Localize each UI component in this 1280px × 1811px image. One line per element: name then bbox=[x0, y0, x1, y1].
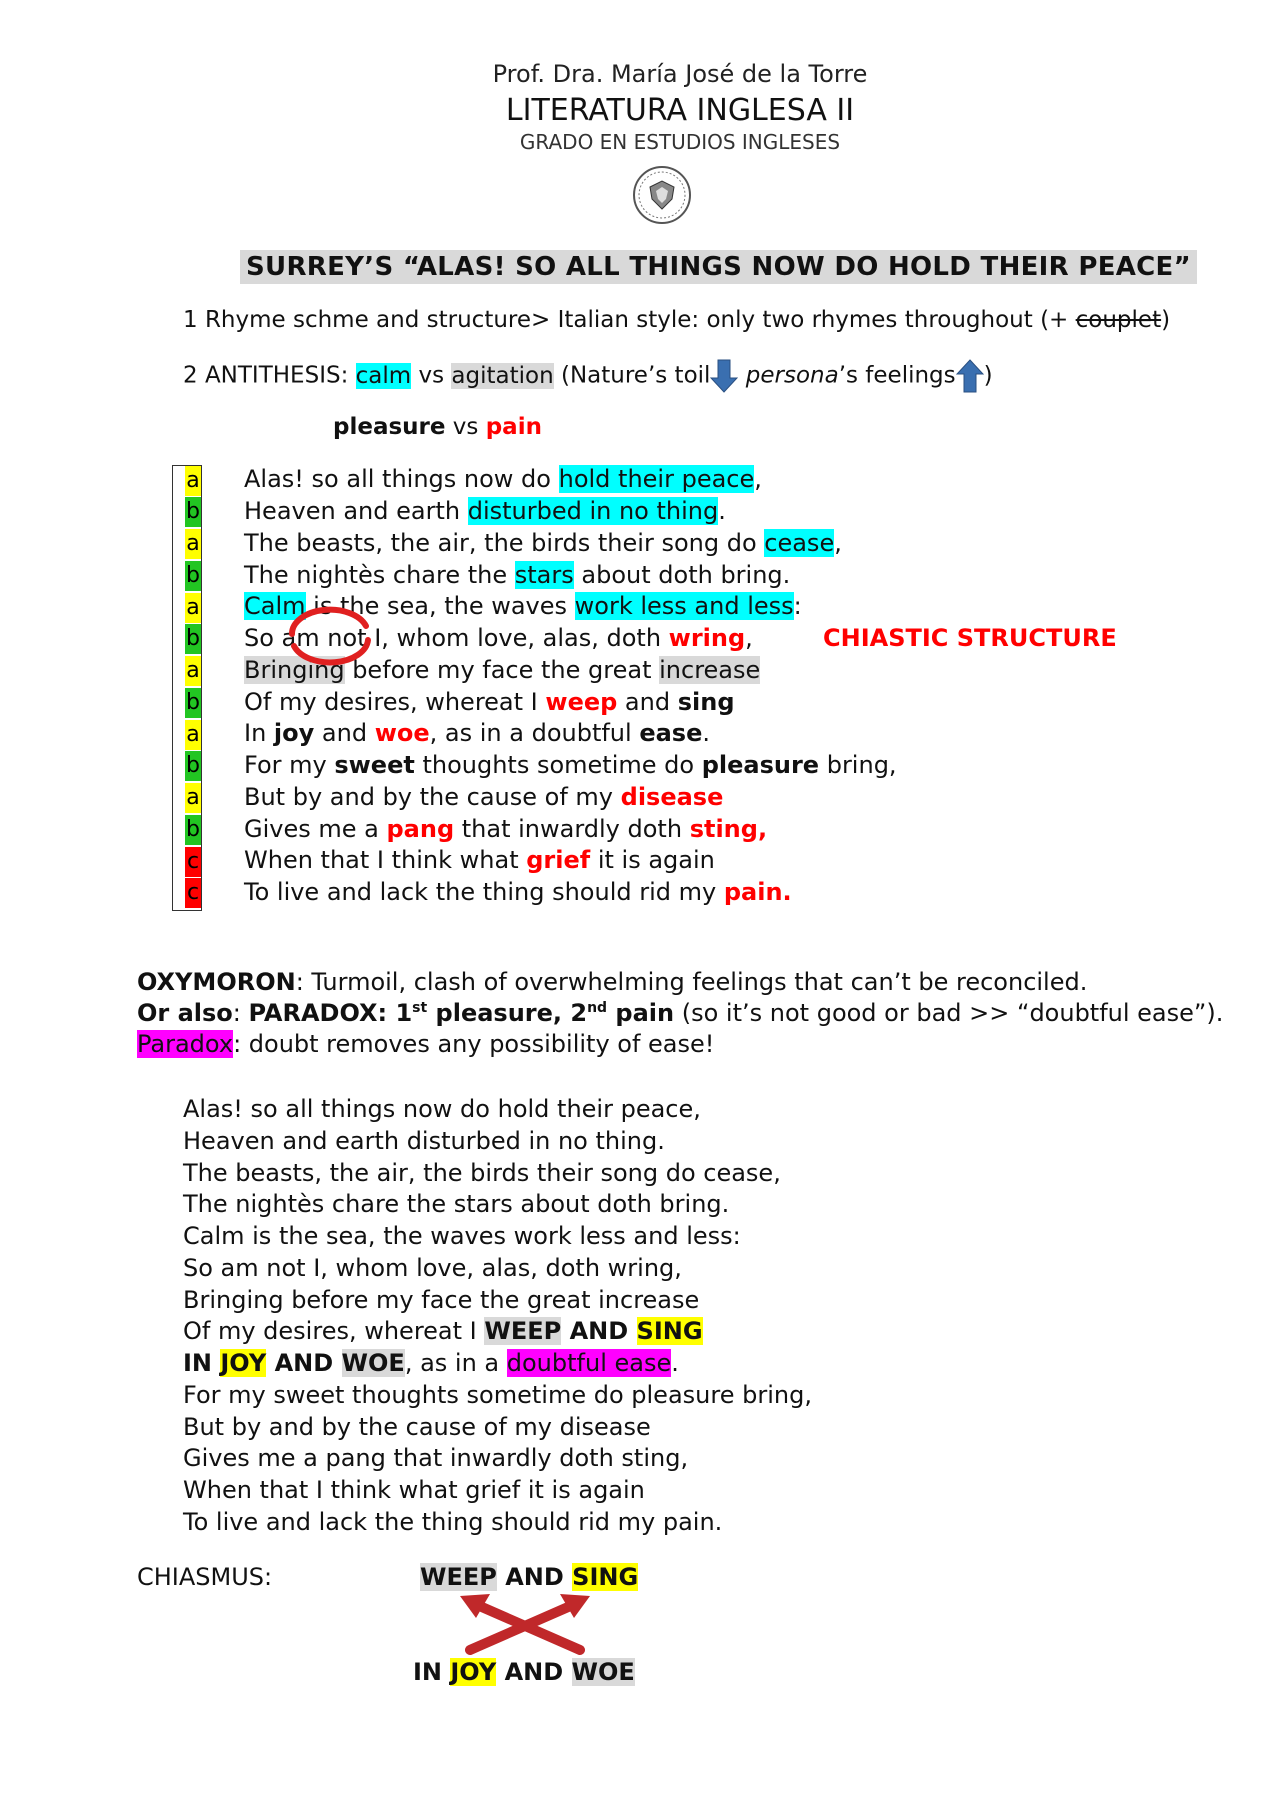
and-word: AND bbox=[561, 1317, 637, 1345]
bold-word: joy bbox=[273, 719, 315, 747]
highlight-agitation: increase bbox=[659, 656, 761, 684]
text-run: is the sea, the waves bbox=[305, 592, 575, 620]
plain-poem-line-4: The nightès chare the stars about doth bring. bbox=[183, 1190, 730, 1218]
point1-struck: couplet bbox=[1075, 307, 1162, 333]
rhyme-letter: c bbox=[185, 847, 201, 877]
chiastic-circle-arrow-icon bbox=[282, 604, 378, 668]
joy-word: JOY bbox=[220, 1349, 267, 1377]
rhyme-letter: a bbox=[185, 593, 201, 623]
rhyme-letter: b bbox=[185, 815, 201, 845]
note-paradox-doubt bbox=[137, 1030, 714, 1058]
antithesis-label: 2 ANTITHESIS: bbox=[183, 362, 356, 389]
bold-word: pleasure, 2 bbox=[427, 999, 588, 1027]
poem-line-14 bbox=[244, 878, 792, 906]
calm-word: calm bbox=[355, 362, 412, 389]
rhyme-letter: a bbox=[185, 466, 201, 496]
chiasmus-top bbox=[420, 1563, 638, 1591]
doubtful-ease-highlight: doubtful ease bbox=[506, 1349, 672, 1377]
red-word: grief bbox=[526, 846, 591, 874]
in-word: IN bbox=[413, 1658, 451, 1686]
nature-text: (Nature’s toil bbox=[553, 362, 711, 389]
red-word: pain. bbox=[723, 878, 792, 906]
superscript: nd bbox=[587, 1000, 608, 1016]
poem-line-11 bbox=[244, 783, 723, 811]
poem-line-13 bbox=[244, 846, 715, 874]
red-word: disease bbox=[620, 783, 724, 811]
text-run: : Turmoil, clash of overwhelming feelings that can’t be reconciled. bbox=[295, 968, 1088, 996]
text-run: , bbox=[834, 529, 842, 557]
text-run: For my bbox=[244, 751, 335, 779]
red-word: weep bbox=[545, 688, 618, 716]
text-run: Alas! so all things now do bbox=[244, 465, 559, 493]
text-run: . bbox=[718, 497, 726, 525]
chiasmus-bottom bbox=[413, 1658, 635, 1686]
pleasure-vs-pain bbox=[333, 414, 542, 440]
degree-name: GRADO EN ESTUDIOS INGLESES bbox=[519, 130, 841, 154]
crossed-arrows-icon bbox=[440, 1590, 610, 1660]
highlight-agitation: Bringing bbox=[244, 656, 345, 684]
antithesis-close: ) bbox=[983, 362, 993, 389]
university-seal-icon bbox=[632, 165, 692, 225]
plain-poem-line-7: Bringing before my face the great increase bbox=[183, 1286, 700, 1314]
arrow-up-icon bbox=[956, 358, 984, 394]
plain-poem-line-2: Heaven and earth disturbed in no thing. bbox=[183, 1127, 665, 1155]
rhyme-letter: a bbox=[185, 720, 201, 750]
rhyme-letter: b bbox=[185, 624, 201, 654]
superscript: st bbox=[412, 1000, 428, 1016]
vs-word: vs bbox=[411, 362, 452, 389]
plain-poem-line-11: But by and by the cause of my disease bbox=[183, 1413, 651, 1441]
point-rhyme-scheme bbox=[183, 307, 1170, 333]
text-run: : bbox=[793, 592, 802, 620]
joy-word: JOY bbox=[450, 1658, 497, 1686]
note-paradox bbox=[137, 999, 1223, 1027]
and-word: AND bbox=[266, 1349, 342, 1377]
text-run: bring, bbox=[819, 751, 897, 779]
plain-poem-line-5: Calm is the sea, the waves work less and less: bbox=[183, 1222, 741, 1250]
rhyme-letter: a bbox=[185, 783, 201, 813]
sing-word: SING bbox=[636, 1317, 703, 1345]
agitation-word: agitation bbox=[451, 362, 554, 389]
woe-word: WOE bbox=[341, 1349, 405, 1377]
poem-line-12 bbox=[244, 815, 767, 843]
note-oxymoron bbox=[137, 968, 1087, 996]
plain-poem-line-9 bbox=[183, 1349, 679, 1377]
highlight-calm: hold their peace bbox=[558, 465, 755, 493]
rhyme-letter: a bbox=[185, 529, 201, 559]
highlight-calm: disturbed in no thing bbox=[467, 497, 719, 525]
sing-word: SING bbox=[572, 1563, 639, 1591]
text-run: , as in a doubtful bbox=[429, 719, 640, 747]
rhyme-letter: a bbox=[185, 656, 201, 686]
plain-poem-line-8 bbox=[183, 1317, 703, 1345]
text-run: , as in a bbox=[404, 1349, 507, 1377]
text-run: Heaven and earth bbox=[244, 497, 468, 525]
text-run: Gives me a bbox=[244, 815, 387, 843]
bold-word: PARADOX: 1 bbox=[248, 999, 413, 1027]
bold-word: sweet bbox=[334, 751, 415, 779]
poem-line-3 bbox=[244, 529, 842, 557]
woe-word: WOE bbox=[571, 1658, 635, 1686]
highlight-paradox: Paradox bbox=[137, 1030, 234, 1058]
text-run: thoughts sometime do bbox=[414, 751, 702, 779]
text-run: before my face the great bbox=[344, 656, 660, 684]
text-run: The nightès chare the bbox=[244, 561, 515, 589]
rhyme-letter: c bbox=[185, 878, 201, 908]
pain-word: pain bbox=[485, 414, 542, 440]
text-run: The beasts, the air, the birds their song do bbox=[244, 529, 765, 557]
poem-line-1 bbox=[244, 465, 762, 493]
vs-word-2: vs bbox=[445, 414, 486, 440]
poem-line-4 bbox=[244, 561, 790, 589]
text-run: that inwardly doth bbox=[454, 815, 690, 843]
in-word: IN bbox=[183, 1349, 221, 1377]
chiasmus-label: CHIASMUS: bbox=[137, 1563, 273, 1591]
rhyme-letter: b bbox=[185, 751, 201, 781]
rhyme-letter: b bbox=[185, 561, 201, 591]
point-antithesis bbox=[183, 358, 993, 394]
red-word: pang bbox=[386, 815, 455, 843]
rhyme-letter: b bbox=[185, 688, 201, 718]
text-run: To live and lack the thing should rid my bbox=[244, 878, 724, 906]
text-run: So am not I, whom love, alas, doth bbox=[244, 624, 669, 652]
plain-poem-line-12: Gives me a pang that inwardly doth sting, bbox=[183, 1444, 689, 1472]
highlight-calm: Calm bbox=[244, 592, 306, 620]
bold-word: pain bbox=[607, 999, 675, 1027]
poem-line-8 bbox=[244, 688, 735, 716]
pleasure-word: pleasure bbox=[333, 414, 446, 440]
text-run: : bbox=[232, 999, 249, 1027]
plain-poem-line-1: Alas! so all things now do hold their peace, bbox=[183, 1095, 701, 1123]
persona-word: persona bbox=[745, 362, 839, 389]
highlight-calm: work less and less bbox=[574, 592, 794, 620]
red-word: woe bbox=[374, 719, 430, 747]
text-run: Of my desires, whereat I bbox=[244, 688, 546, 716]
text-run: . bbox=[702, 719, 710, 747]
text-run: and bbox=[617, 688, 678, 716]
feelings-text: ’s feelings bbox=[838, 362, 956, 389]
highlight-calm: cease bbox=[764, 529, 835, 557]
text-run: . bbox=[671, 1349, 679, 1377]
text-run: it is again bbox=[590, 846, 715, 874]
chiastic-structure-label: CHIASTIC STRUCTURE bbox=[823, 624, 1117, 652]
author-name: Prof. Dra. María José de la Torre bbox=[492, 60, 868, 88]
poem-line-2 bbox=[244, 497, 726, 525]
bold-word: ease bbox=[639, 719, 703, 747]
and-word: AND bbox=[496, 1563, 573, 1591]
text-run: , bbox=[745, 624, 753, 652]
course-title: LITERATURA INGLESA II bbox=[505, 93, 855, 128]
plain-poem-line-10: For my sweet thoughts sometime do pleasure bring, bbox=[183, 1381, 812, 1409]
rhyme-scheme-column bbox=[172, 465, 202, 911]
highlight-calm: stars bbox=[514, 561, 574, 589]
plain-poem-line-6: So am not I, whom love, alas, doth wring, bbox=[183, 1254, 682, 1282]
document-title: SURREY’S “ALAS! SO ALL THINGS NOW DO HOLD THEIR PEACE” bbox=[240, 250, 1197, 284]
bold-word: Or also bbox=[137, 999, 233, 1027]
red-word: sting, bbox=[689, 815, 768, 843]
point1-close: ) bbox=[1161, 307, 1171, 333]
bold-word: pleasure bbox=[701, 751, 820, 779]
weep-word: WEEP bbox=[484, 1317, 562, 1345]
poem-line-10 bbox=[244, 751, 897, 779]
bold-word: sing bbox=[677, 688, 735, 716]
bold-word: OXYMORON bbox=[137, 968, 296, 996]
text-run: and bbox=[314, 719, 375, 747]
text-run: Of my desires, whereat I bbox=[183, 1317, 485, 1345]
weep-word: WEEP bbox=[420, 1563, 497, 1591]
text-run: But by and by the cause of my bbox=[244, 783, 621, 811]
plain-poem-line-3: The beasts, the air, the birds their song do cease, bbox=[183, 1159, 781, 1187]
text-run: (so it’s not good or bad >> “doubtful ease”). bbox=[674, 999, 1224, 1027]
text-run: In bbox=[244, 719, 274, 747]
rhyme-letter: b bbox=[185, 497, 201, 527]
poem-line-9 bbox=[244, 719, 710, 747]
text-run: : doubt removes any possibility of ease! bbox=[233, 1030, 715, 1058]
arrow-down-icon bbox=[710, 358, 738, 394]
point1-text: 1 Rhyme schme and structure> Italian style: only two rhymes throughout (+ bbox=[183, 307, 1076, 333]
text-run: When that I think what bbox=[244, 846, 527, 874]
and-word: AND bbox=[496, 1658, 572, 1686]
red-word: wring bbox=[668, 624, 746, 652]
plain-poem-line-13: When that I think what grief it is again bbox=[183, 1476, 645, 1504]
text-run: about doth bring. bbox=[573, 561, 791, 589]
plain-poem-line-14: To live and lack the thing should rid my pain. bbox=[183, 1508, 723, 1536]
text-run: , bbox=[754, 465, 762, 493]
